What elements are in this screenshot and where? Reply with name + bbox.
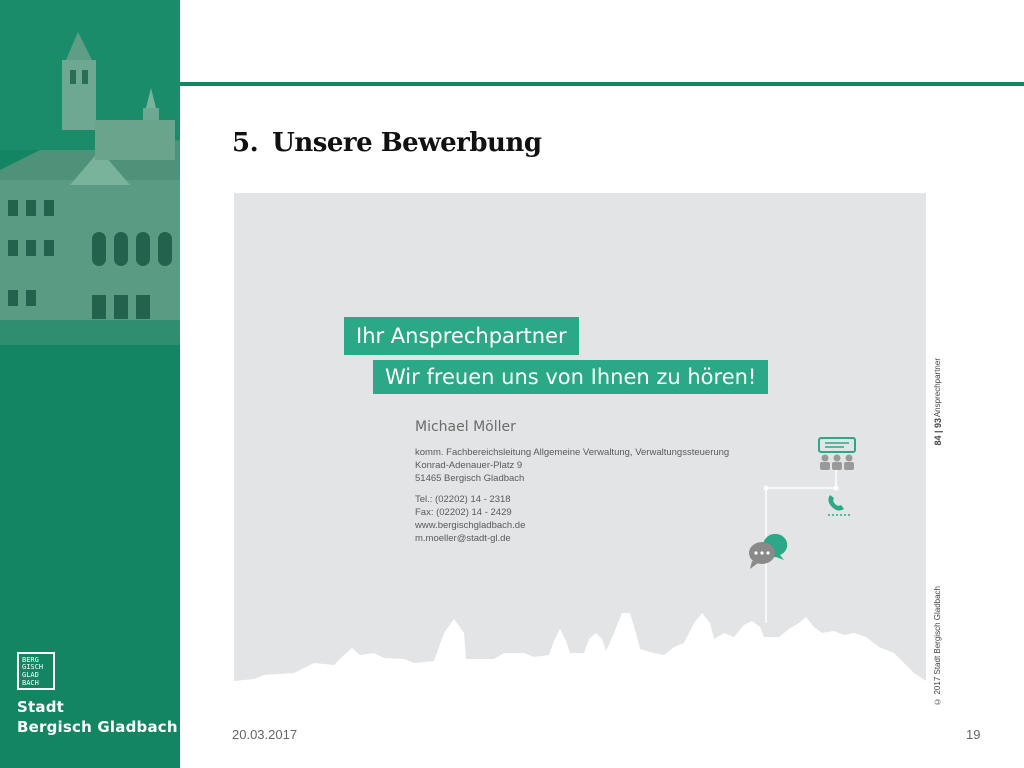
header-rule bbox=[180, 82, 1024, 86]
people-chat-icon bbox=[819, 438, 855, 470]
contact-city: 51465 Bergisch Gladbach bbox=[415, 473, 525, 484]
contact-role: komm. Fachbereichsleitung Allgemeine Verwaltung, Verwaltungssteuerung bbox=[415, 447, 730, 458]
greeting-banner: Wir freuen uns von Ihnen zu hören! bbox=[373, 360, 768, 394]
footer-page-number: 19 bbox=[966, 727, 981, 742]
skyline-silhouette bbox=[234, 593, 926, 685]
section-number: 5. bbox=[232, 128, 259, 158]
slide-title bbox=[232, 128, 542, 158]
side-section-label: Ansprechpartner bbox=[933, 358, 942, 418]
city-name-line2: Bergisch Gladbach bbox=[17, 718, 178, 736]
side-caption bbox=[933, 358, 949, 706]
brochure-page bbox=[234, 193, 926, 685]
contact-fax: Fax: (02202) 14 - 2429 bbox=[415, 507, 512, 518]
contact-heading-banner: Ihr Ansprechpartner bbox=[344, 317, 579, 355]
svg-text:BERG: BERG bbox=[22, 656, 39, 664]
speech-bubbles-icon bbox=[749, 534, 787, 569]
contact-street: Konrad-Adenauer-Platz 9 bbox=[415, 460, 523, 471]
contact-web: www.bergischgladbach.de bbox=[415, 520, 526, 531]
city-name-line1: Stadt bbox=[17, 698, 65, 716]
svg-text:BACH: BACH bbox=[22, 679, 39, 687]
city-logo-mark bbox=[19, 654, 53, 688]
contact-phone: Tel.: (02202) 14 - 2318 bbox=[415, 494, 511, 505]
town-hall-photo bbox=[0, 0, 180, 345]
section-title: Unsere Bewerbung bbox=[272, 128, 542, 158]
footer-date: 20.03.2017 bbox=[232, 727, 298, 742]
sidebar bbox=[0, 0, 180, 768]
phone-icon bbox=[828, 495, 850, 515]
copyright-note: © 2017 Stadt Bergisch Gladbach bbox=[933, 586, 942, 706]
svg-text:GISCH: GISCH bbox=[22, 663, 44, 671]
svg-text:GLAD: GLAD bbox=[22, 671, 39, 679]
city-logo bbox=[17, 652, 55, 690]
contact-name: Michael Möller bbox=[415, 419, 516, 435]
contact-email: m.moeller@stadt-gl.de bbox=[415, 533, 511, 544]
brochure-page-number: 84 | 93 bbox=[933, 418, 943, 446]
